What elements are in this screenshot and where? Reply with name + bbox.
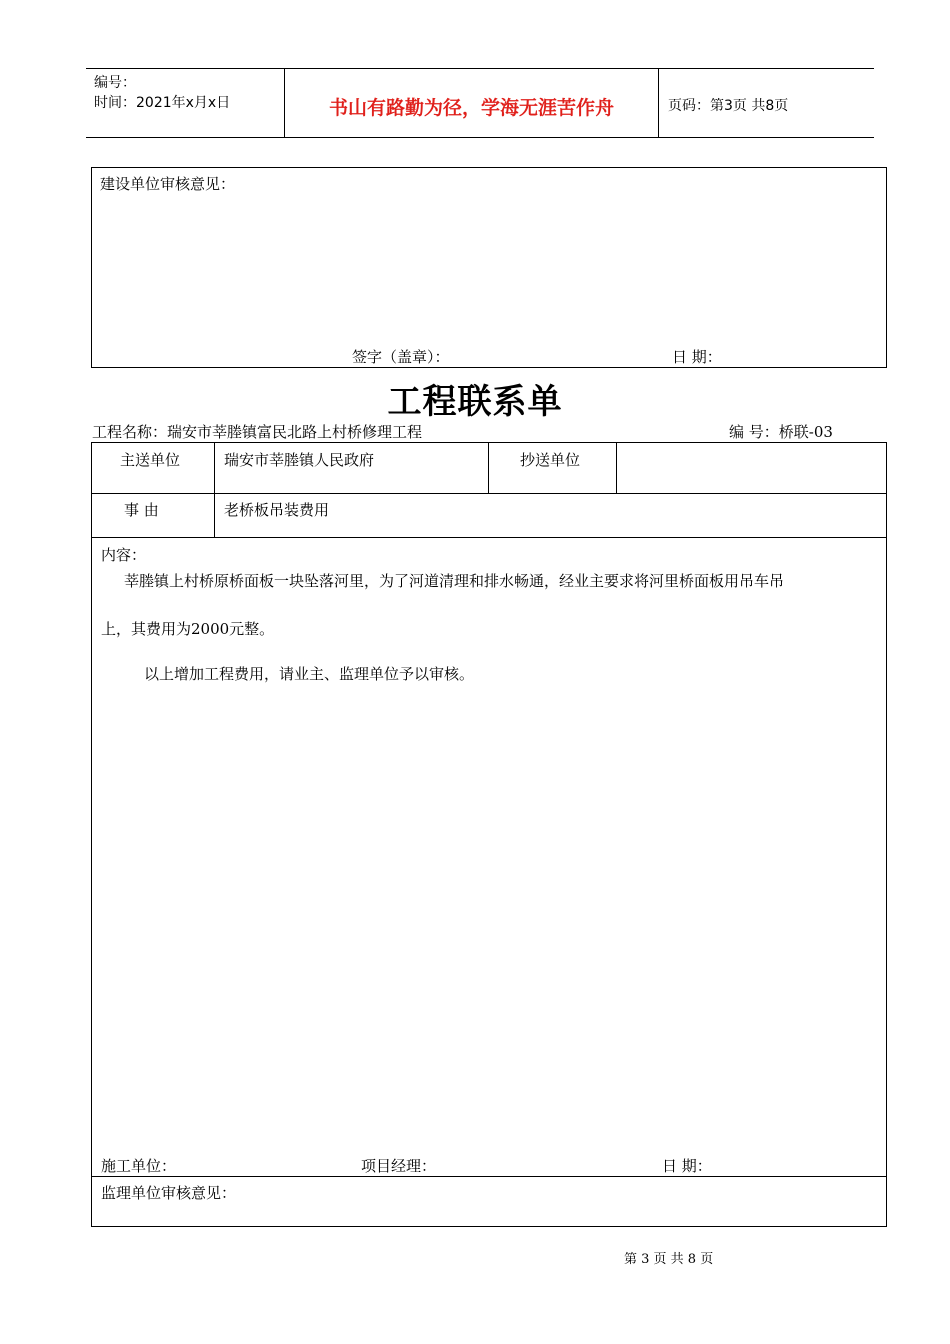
motto: 书山有路勤为径，学海无涯苦作舟 — [328, 97, 614, 119]
row-reason — [92, 494, 886, 537]
supervisor-review-area — [92, 1177, 886, 1226]
page-header — [86, 68, 874, 138]
sign-stamp-label: 签字（盖章）： — [352, 348, 450, 366]
project-manager-label: 项目经理： — [361, 1157, 437, 1175]
supervisor-review-label: 监理单位审核意见： — [101, 1184, 237, 1202]
header-page-cell — [659, 69, 874, 137]
content-area — [92, 538, 886, 1175]
cc-label: 抄送单位 — [520, 451, 581, 469]
main-recipient-label: 主送单位 — [120, 451, 181, 469]
content-line-3: 以上增加工程费用，请业主、监理单位予以审核。 — [144, 665, 475, 683]
project-name: 工程名称：瑞安市莘塍镇富民北路上村桥修理工程 — [92, 423, 423, 441]
page-info: 页码：第3页 共8页 — [668, 98, 789, 114]
reason-label: 事 由 — [124, 501, 159, 519]
content-line-2: 上，其费用为2000元整。 — [101, 620, 275, 638]
footer-page-number: 第 3 页 共 8 页 — [624, 1252, 714, 1267]
contact-form-table — [91, 442, 887, 1227]
owner-review-box — [91, 167, 887, 368]
header-meta-cell — [86, 69, 285, 137]
content-label: 内容： — [101, 546, 147, 564]
serial-number: 编 号：桥联-03 — [729, 423, 833, 441]
row-recipients — [92, 443, 886, 493]
form-title: 工程联系单 — [387, 382, 563, 422]
header-motto-cell — [285, 69, 659, 137]
time-label: 时间：2021年x月x日 — [94, 95, 231, 111]
owner-review-label: 建设单位审核意见： — [100, 175, 236, 193]
number-label: 编号： — [94, 75, 136, 91]
owner-review-date-label: 日 期： — [672, 348, 722, 366]
construction-unit-label: 施工单位： — [101, 1157, 177, 1175]
construction-date-label: 日 期： — [662, 1157, 712, 1175]
main-recipient-value: 瑞安市莘塍镇人民政府 — [224, 451, 375, 469]
content-line-1: 莘塍镇上村桥原桥面板一块坠落河里，为了河道清理和排水畅通，经业主要求将河里桥面板用吊车吊 — [124, 572, 785, 590]
reason-value: 老桥板吊装费用 — [224, 501, 330, 519]
